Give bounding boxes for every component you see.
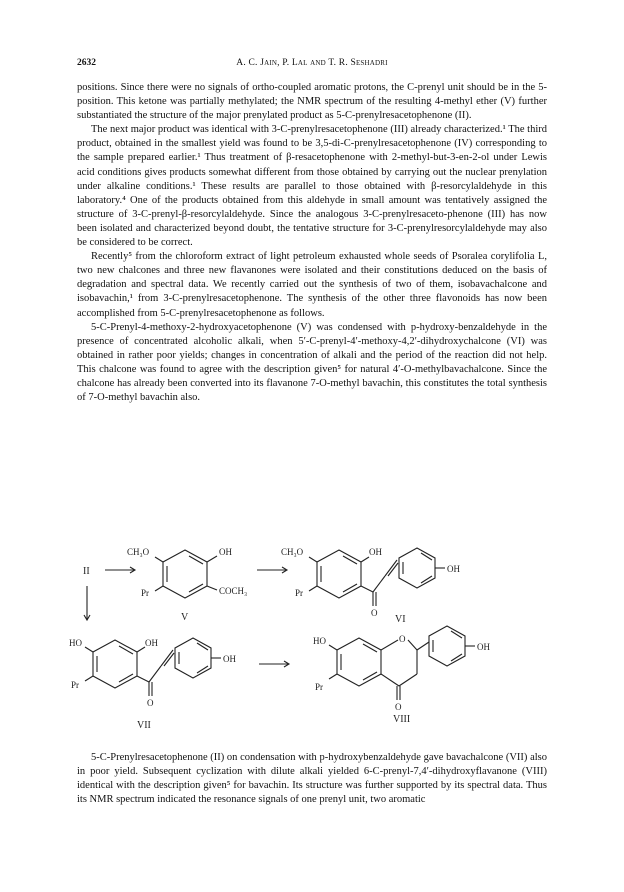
v-prenyl: Pr <box>141 588 150 598</box>
body-text-bottom <box>77 751 547 807</box>
reaction-scheme <box>69 528 547 740</box>
vi-carbonyl-oxygen: O <box>371 608 378 618</box>
vii-prenyl: Pr <box>71 680 80 690</box>
vii-hydroxy-left: HO <box>69 638 82 648</box>
vi-hydroxy: OH <box>369 547 382 557</box>
vii-hydroxy-4: OH <box>223 654 236 664</box>
label-VIII: VIII <box>393 714 411 725</box>
paragraph-4: 5-C-Prenyl-4-methoxy-2-hydroxyacetophenone (V) was condensed with p-hydroxy-benzaldehyde in the presence of concentrated alcoholic alkali, when 5′-C-prenyl-4′-methoxy-4,2′-dihydroxychalcone (VI) was obtained in rather poor yields; changes in concentration of alkali and the period of the reaction did not help. This chalcone was found to agree with the description given⁵ for natural 4′-O-methylbavachalcone. Since the chalcone has already been converted into its flavanone 7-O-methyl bavachin, this constitutes the total synthesis of 7-O-methyl bavachin also. <box>77 321 547 404</box>
viii-prenyl: Pr <box>315 682 324 692</box>
paragraph-3: Recently⁵ from the chloroform extract of light petroleum exhausted whole seeds of Psoralea corylifolia L, two new chalcones and three new flavanones were isolated and their constitutions deduced on the basis of degradation and spectral data. We recently carried out the synthesis of two of them, isobavachalcone and isobavachin,¹ from 3-C-prenylresacetophenone. The synthesis of the other three flavonoids has now been accomplished from 5-C-prenylresacetophenone as follows. <box>77 251 547 319</box>
vi-prenyl: Pr <box>295 588 304 598</box>
body-text-top <box>77 81 547 405</box>
paragraph-5: 5-C-Prenylresacetophenone (II) on condensation with p-hydroxybenzaldehyde gave bavachalcone (VII) also in poor yield. Subsequent cyclization with dilute alkali yielded 6-C-prenyl-7,4′-dihydroxyflavanone (VIII) identical with the description given⁵ for bavachin. Its structure was further supported by its spectral data. Thus its NMR spectrum indicated the resonance signals of one prenyl unit, two aromatic <box>77 752 547 806</box>
label-V: V <box>181 612 189 623</box>
v-acetyl: COCH₃ <box>219 586 248 596</box>
page-number: 2632 <box>77 58 96 68</box>
label-II: II <box>83 566 90 577</box>
v-methoxy: CH₃O <box>127 547 150 557</box>
paragraph-2: The next major product was identical with 3-C-prenylresacetophenone (III) already characterized.¹ The third product, obtained in the smallest yield was found to be 3,5-di-C-prenylresacetophenone (IV) corresponding to the sample prepared earlier.¹ Thus treatment of β-resacetophenone with 2-methyl-but-3-en-2-ol under Lewis acid conditions gives products somewhat different from those obtained by carrying out the nuclear prenylation under alkaline conditions.¹ These results are parallel to those obtained with β-resorcylaldehyde in this laboratory.⁴ One of the products obtained from this aldehyde in small amount was tentatively assigned the structure of 3-C-prenyl-β-resorcylaldehyde. Since the analogous 3-C-prenylresaceto-phenone (III) has now been isolated and characterized beyond doubt, the tentative structure for 3-C-prenylresorcylaldehyde may also be considered to be correct. <box>77 124 547 249</box>
label-VII: VII <box>137 720 151 731</box>
vi-hydroxy-4: OH <box>447 564 460 574</box>
viii-hydroxy-left: HO <box>313 636 326 646</box>
viii-carbonyl-oxygen: O <box>395 702 402 712</box>
viii-ring-oxygen: O <box>399 634 406 644</box>
paragraph-1: positions. Since there were no signals of ortho-coupled aromatic protons, the C-prenyl unit should be in the 5-position. This ketone was partially methylated; the NMR spectrum of the resulting 4-methyl ether (V) further substantiated the structure of the major prenylated product as 5-C-prenylresacetophenone (II). <box>77 82 547 122</box>
vii-hydroxy: OH <box>145 638 158 648</box>
viii-hydroxy-4: OH <box>477 642 490 652</box>
label-VI: VI <box>395 614 406 625</box>
running-head-authors: A. C. Jain, P. Lal and T. R. Seshadri <box>236 58 388 68</box>
v-hydroxy: OH <box>219 547 232 557</box>
vi-methoxy: CH₃O <box>281 547 304 557</box>
vii-carbonyl-oxygen: O <box>147 698 154 708</box>
page-header <box>77 58 547 72</box>
